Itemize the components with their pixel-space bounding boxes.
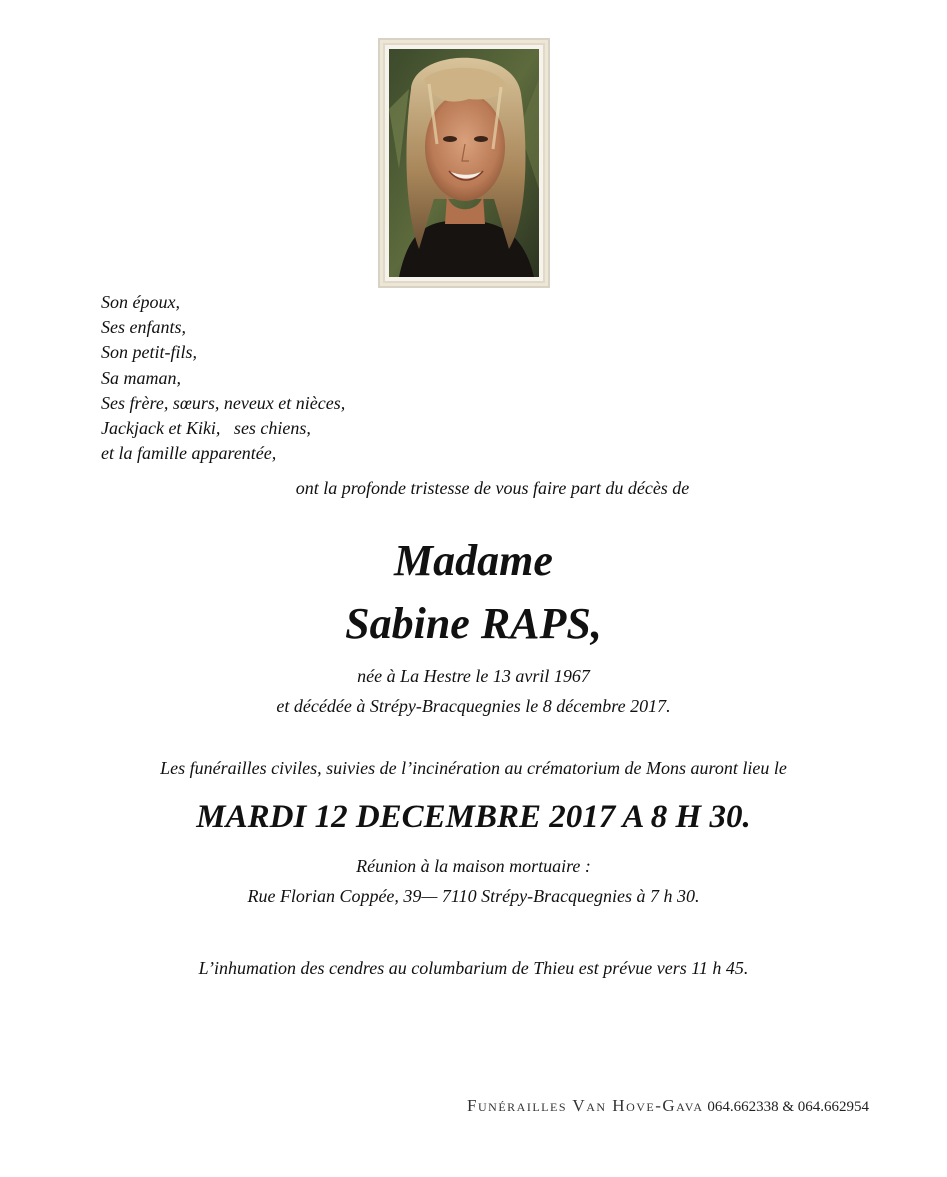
family-line: Son époux, <box>101 292 180 312</box>
family-line: Ses enfants, <box>101 317 186 338</box>
inhumation-info: L’inhumation des cendres au columbarium de Thieu est prévue vers 11 h 45. <box>198 958 749 978</box>
funeral-date: MARDI 12 DECEMBRE 2017 A 8 H 30. <box>196 799 751 835</box>
family-line: Son petit-fils, <box>101 342 197 363</box>
family-line: Sa maman, <box>101 367 181 388</box>
portrait-photo <box>389 49 539 277</box>
death-info: et décédée à Strépy-Bracquegnies le 8 décembre 2017. <box>276 696 671 716</box>
family-line: et la famille apparentée, <box>101 443 277 464</box>
deceased-name: Sabine RAPS, <box>345 599 602 648</box>
family-list <box>101 290 345 466</box>
funeral-intro: Les funérailles civiles, suivies de l’incinération au crématorium de Mons auront lieu le <box>160 758 787 778</box>
funeral-home-phones: 064.662338 & 064.662954 <box>707 1099 869 1115</box>
portrait-frame <box>378 38 550 288</box>
meeting-address: Rue Florian Coppée, 39— 7110 Strépy-Bracquegnies à 7 h 30. <box>247 886 700 906</box>
funeral-home-name: Funérailles Van Hove-Gava <box>467 1096 704 1115</box>
funeral-home-footer <box>467 1096 869 1116</box>
announcement-intro: ont la profonde tristesse de vous faire part du décès de <box>295 478 690 498</box>
deceased-title: Madame <box>394 536 553 585</box>
meeting-label: Réunion à la maison mortuaire : <box>356 856 591 876</box>
birth-info: née à La Hestre le 13 avril 1967 <box>357 666 590 686</box>
family-line: Jackjack et Kiki, ses chiens, <box>101 418 311 439</box>
family-line: Ses frère, sœurs, neveux et nièces, <box>101 392 346 413</box>
